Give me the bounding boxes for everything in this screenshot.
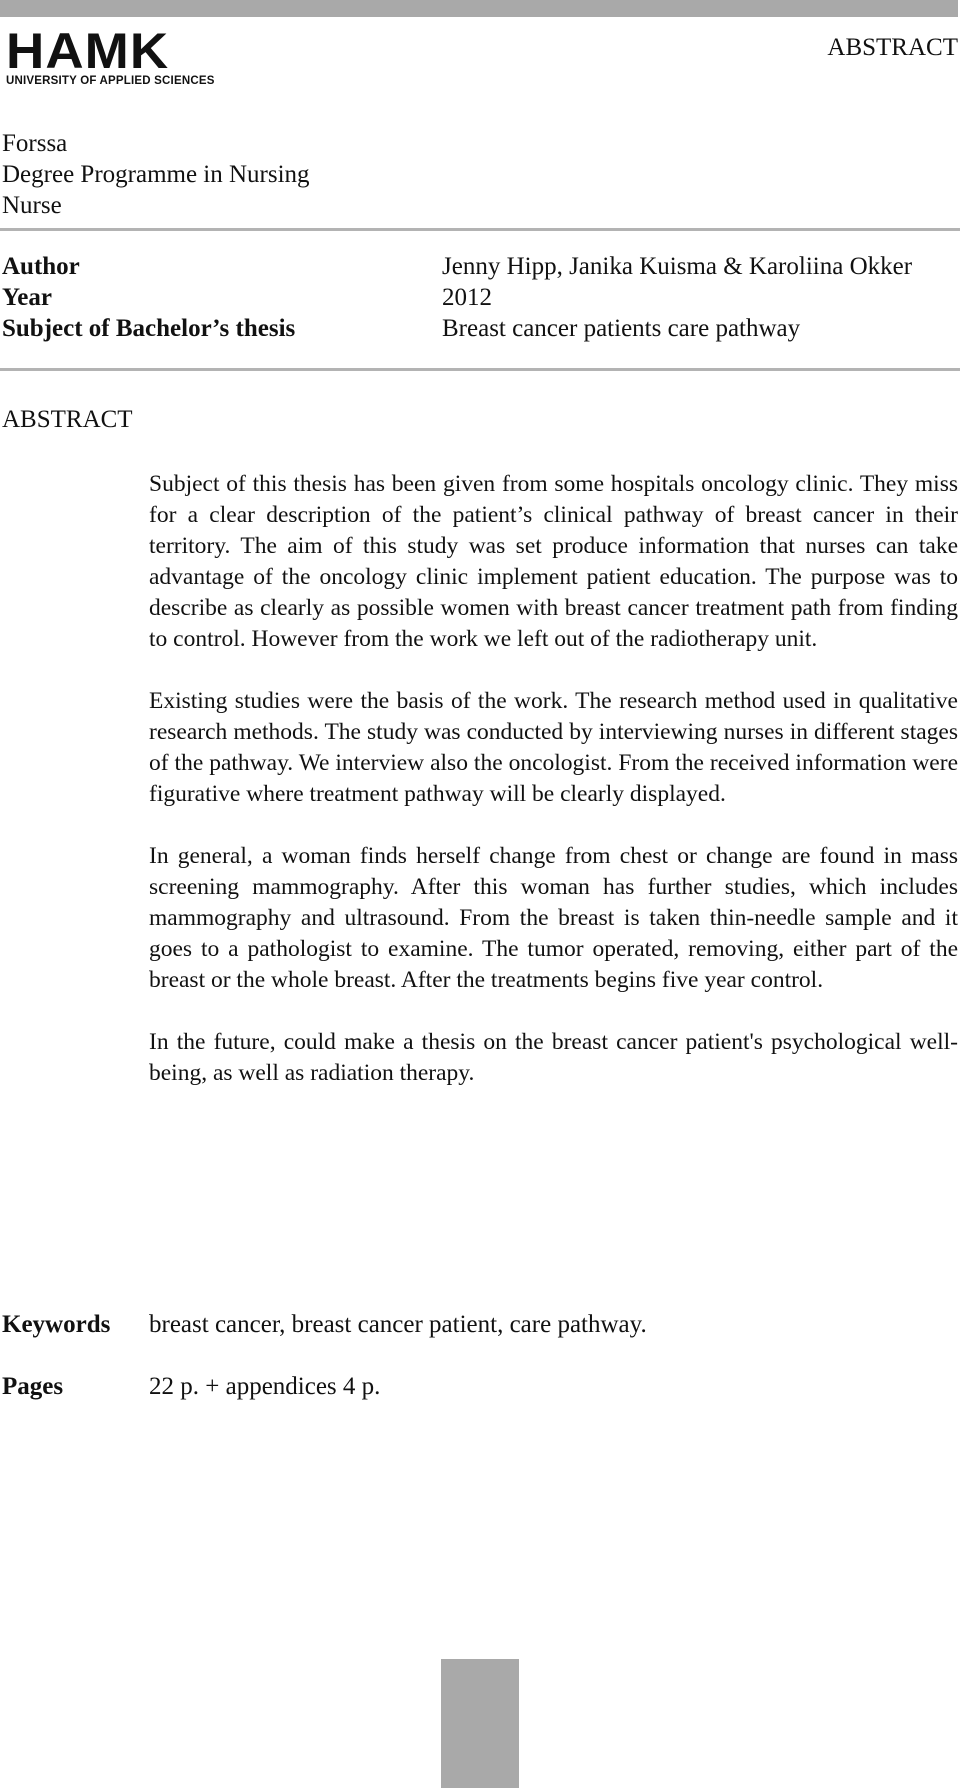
abstract-paragraph-4: In the future, could make a thesis on the breast cancer patient's psychological well-being, as well as radiation therapy. [149,1029,958,1086]
keywords-label: Keywords [2,1311,111,1338]
institution-block [2,128,310,221]
year-label: Year [2,284,52,311]
divider-2 [0,368,960,371]
degree-name: Nurse [2,192,62,219]
thesis-meta [2,251,952,344]
keywords-row [2,1309,952,1340]
author-label: Author [2,253,80,280]
pages-value: 22 p. + appendices 4 p. [149,1373,381,1400]
header-section-label: ABSTRACT [827,34,958,61]
subject-label: Subject of Bachelor’s thesis [2,315,296,342]
keywords-value: breast cancer, breast cancer patient, care pathway. [149,1311,647,1338]
author-value: Jenny Hipp, Janika Kuisma & Karoliina Okker [442,253,913,280]
footer-page-tab [441,1659,519,1788]
pages-label: Pages [2,1373,64,1400]
top-rule [0,0,958,17]
meta-row-year [2,282,952,313]
logo-subtitle: UNIVERSITY OF APPLIED SCIENCES [6,75,215,87]
subject-value: Breast cancer patients care pathway [442,315,801,342]
meta-row-author [2,251,952,282]
divider-1 [0,228,960,231]
meta-row-subject [2,313,952,344]
programme-name: Degree Programme in Nursing [2,161,310,188]
abstract-paragraph-1: Subject of this thesis has been given from some hospitals oncology clinic. They miss for a clear description of the patient’s clinical pathway of breast cancer in their territory. The aim of this study was set produce information that nurses can take advantage of the oncology clinic implement patient education. The purpose was to describe as clearly as possible women with breast cancer treatment path from finding to control. However from the work we left out of the radiotherapy unit. [149,471,958,652]
year-value: 2012 [442,284,492,311]
abstract-paragraph-3: In general, a woman finds herself change from chest or change are found in mass screening mammography. After this woman has further studies, which includes mammography and ultrasound. From the breast is taken thin-needle sample and it goes to a pathologist to examine. The tumor operated, removing, either part of the breast or the whole breast. After the treatments begins five year control. [149,843,958,993]
abstract-title: ABSTRACT [2,406,133,433]
hamk-logo [6,23,246,90]
pages-row [2,1371,952,1402]
abstract-paragraph-2: Existing studies were the basis of the work. The research method used in qualitative research methods. The study was conducted by interviewing nurses in different stages of the pathway. We interview also the oncologist. From the received information were figurative where treatment pathway will be clearly displayed. [149,688,958,807]
abstract-body [149,469,958,1120]
logo-wordmark: HAMK [6,23,170,79]
campus-name: Forssa [2,130,68,157]
